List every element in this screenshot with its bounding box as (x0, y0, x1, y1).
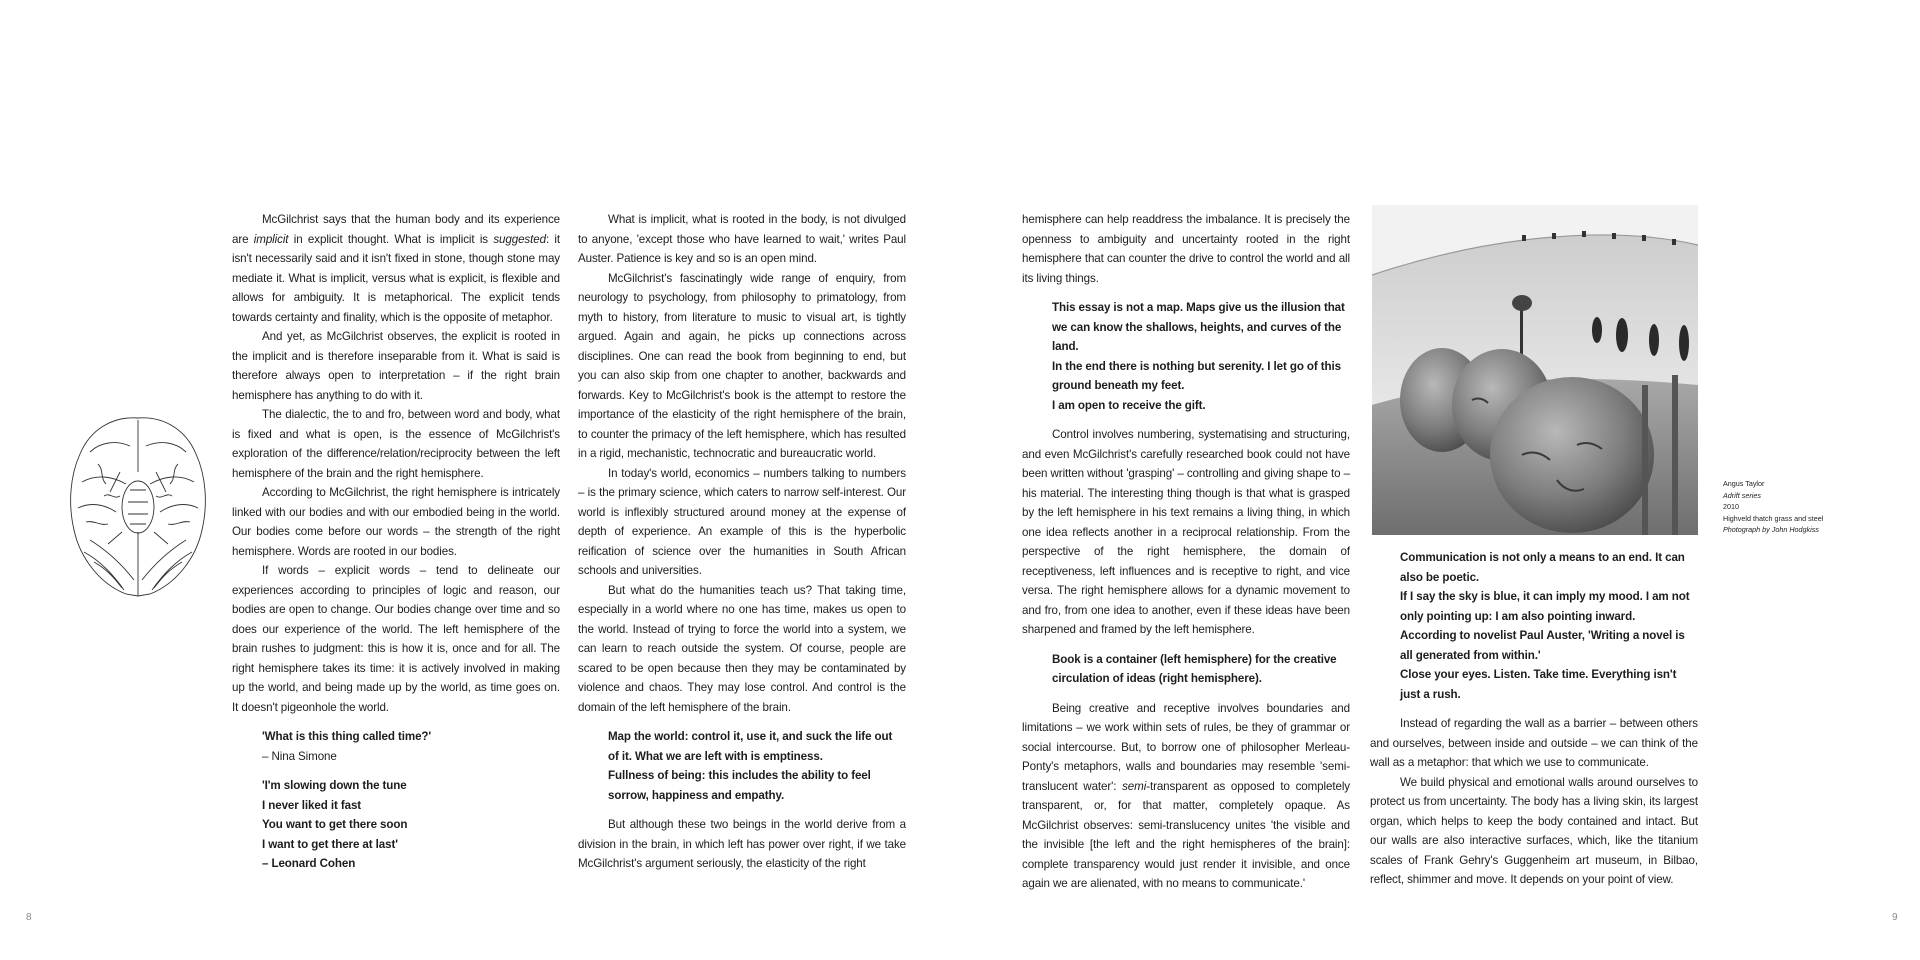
paragraph: The dialectic, the to and fro, between word and body, what is fixed and what is open, is the essence of McGilchrist's exploration of the difference/relation/reciprocity between the left hemisphere of the brain and the right hemisphere. (232, 408, 560, 480)
pull-quote: Book is a container (left hemisphere) for the creative circulation of ideas (right hemisphere). (1052, 652, 1337, 685)
caption-artist: Angus Taylor (1723, 479, 1765, 488)
pull-quote: 'What is this thing called time?' – Nina Simone (262, 730, 432, 763)
text-column-3 (1022, 210, 1350, 894)
paragraph: But what do the humanities teach us? That taking time, especially in a world where no one has time, makes us open to the world. Instead of trying to force the world into a system, we can learn to reach outside the system. Of course, people are scared to be open because then they may be contaminated by violence and chaos. They may lose control. And control is the domain of the left hemisphere of the brain. (578, 583, 906, 714)
paragraph: According to McGilchrist, the right hemisphere is intricately linked with our bodies and with our embodied being in the world. Our bodies come before our words – the strength of the right hemisphere. Words are rooted in our bodies. (232, 486, 560, 558)
paragraph: Being creative and receptive involves boundaries and limitations – we work within sets of rules, be they of grammar or social intercourse. But, to borrow one of philosopher Merleau-Ponty's metaphors, walls and boundaries may resemble 'semi-translucent water': semi-transparent as opposed to completely transparent, or, for that matter, completely opaque. As McGilchrist observes: semi-translucency unites 'the visible and the invisible [the left and the right hemispheres of the brain]: complete transparency would just render it invisible, and once again we are alienated, with no means to communicate.' (1022, 701, 1350, 890)
text-column-4 (1370, 548, 1698, 890)
page-number-right: 9 (1892, 912, 1898, 923)
caption-year: 2010 (1723, 502, 1739, 511)
pull-quote: 'I'm slowing down the tune I never liked it fast You want to get there soon I want to get there at last' – Leonard Cohen (262, 779, 408, 870)
paragraph: But although these two beings in the world derive from a division in the brain, in which left has power over right, if we take McGilchrist's argument seriously, the elasticity of the right (578, 818, 906, 870)
page-number-left: 8 (26, 912, 32, 923)
paragraph: What is implicit, what is rooted in the body, is not divulged to anyone, 'except those who have learned to wait,' writes Paul Auster. Patience is key and so is an open mind. (578, 213, 906, 265)
caption-credit: Photograph by John Hodgkiss (1723, 525, 1819, 534)
paragraph: In today's world, economics – numbers talking to numbers – is the primary science, which caters to narrow self-interest. Our world is inflexibly structured around money at the expense of depth of experience. An example of this is the hyperbolic reification of science over the humanities in South African schools and universities. (578, 466, 906, 577)
paragraph: We build physical and emotional walls around ourselves to protect us from uncertainty. The body has a living skin, its largest organ, which helps to keep the body contained and intact. But our walls are also interactive surfaces, which, like the titanium scales of Frank Gehry's Guggenheim art museum, in Bilbao, reflect, shimmer and move. It depends on your point of view. (1370, 775, 1698, 886)
paragraph: Control involves numbering, systematising and structuring, and even McGilchrist's carefully researched book could not have been written without 'grasping' – controlling and giving shape to – his material. The interesting thing though is that what is grasped by the left hemisphere in his text remains a living thing, in which one idea reflects another in a reciprocal relationship. From the perspective of the right hemisphere, the domain of receptiveness, left influences and is receptive to right, and vice versa. The right hemisphere allows for a dynamic movement to and fro, from one idea to another, even if these ideas have been sharpened and framed by the left hemisphere. (1022, 428, 1350, 636)
paragraph: hemisphere can help readdress the imbalance. It is precisely the openness to ambiguity and uncertainty rooted in the right hemisphere that can counter the drive to control the world and all its living things. (1022, 213, 1350, 285)
caption-medium: Highveld thatch grass and steel (1723, 513, 1824, 523)
pull-quote: Communication is not only a means to an end. It can also be poetic. If I say the sky is blue, it can imply my mood. I am not only pointing up: I am also pointing inward. According to novelist Paul Auster, 'Writing a novel is all generated from within.' Close your eyes. Listen. Take time. Everything isn't just a rush. (1400, 551, 1690, 701)
brain-illustration (60, 412, 216, 602)
paragraph: And yet, as McGilchrist observes, the explicit is rooted in the implicit and is therefore inseparable from it. What is said is therefore always open to interpretation – if the right brain hemisphere has anything to do with it. (232, 330, 560, 402)
paragraph: Instead of regarding the wall as a barrier – between others and ourselves, between inside and outside – we can think of the wall as a metaphor: that which we use to communicate. (1370, 717, 1698, 769)
paragraph: McGilchrist says that the human body and its experience are implicit in explicit thought. What is implicit is suggested: it isn't necessarily said and it isn't fixed in stone, though stone may mediate it. What is implicit, versus what is explicit, is flexible and allows for ambiguity. It is metaphorical. The explicit tends towards certainty and finality, which is the opposite of metaphor. (232, 213, 560, 324)
paragraph: If words – explicit words – tend to delineate our experiences according to principles of logic and reason, our bodies are open to change. Our bodies change over time and so does our experience of the world. The left hemisphere of the brain rushes to judgment: this is how it is, once and for all. The right hemisphere takes its time: it is actively involved in making up the world, and being made up by the world, as time goes on. It doesn't pigeonhole the world. (232, 564, 560, 714)
photo-caption (1723, 478, 1823, 536)
caption-series: Adrift series (1723, 490, 1761, 500)
text-column-2 (578, 210, 906, 874)
text-column-1 (232, 210, 560, 874)
paragraph: McGilchrist's fascinatingly wide range of enquiry, from neurology to psychology, from philosophy to primatology, from myth to history, from literature to music to visual art, is tightly argued. Again and again, he picks up connections across disciplines. One can read the book from beginning to end, but you can also skip from one chapter to another, backwards and forwards. Key to McGilchrist's book is the attempt to restore the importance of the elasticity of the right hemisphere of the brain, to counter the primacy of the left hemisphere, which has resulted in a rigid, mechanistic, technocratic and bureaucratic world. (578, 271, 906, 460)
pull-quote: Map the world: control it, use it, and suck the life out of it. What we are left with is emptiness. Fullness of being: this includes the ability to feel sorrow, happiness and empathy. (608, 730, 893, 802)
pull-quote: This essay is not a map. Maps give us the illusion that we can know the shallows, heights, and curves of the land. In the end there is nothing but serenity. I let go of this ground beneath my feet. I am open to receive the gift. (1052, 301, 1345, 412)
sculpture-photograph (1372, 205, 1698, 535)
